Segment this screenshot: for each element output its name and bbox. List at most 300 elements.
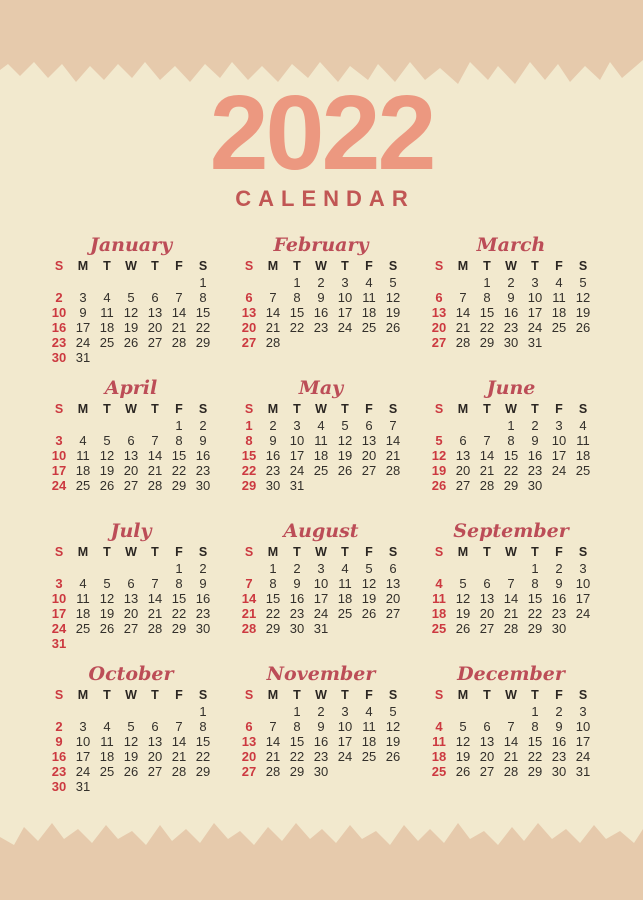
day-header-t2: T <box>483 402 491 416</box>
date-cell-april-12: 12 <box>99 448 115 463</box>
date-cell-october-30: 30 <box>51 779 67 794</box>
date-cell-november-19: 19 <box>385 734 401 749</box>
date-cell-empty <box>333 621 357 636</box>
week-row <box>237 621 405 636</box>
month-february <box>237 234 405 377</box>
day-header-m1: M <box>77 545 89 559</box>
date-cell-october-23: 23 <box>51 764 67 779</box>
day-header-s6: S <box>578 688 588 702</box>
month-november <box>237 663 405 806</box>
day-header-t2: T <box>103 402 111 416</box>
date-cell-september-15: 15 <box>527 591 543 606</box>
month-title-february: February <box>273 234 369 256</box>
date-cell-june-3: 3 <box>555 418 563 433</box>
date-cell-february-11: 11 <box>362 290 376 305</box>
day-header-f5: F <box>555 688 563 702</box>
date-cell-empty <box>427 561 451 576</box>
date-cell-may-18: 18 <box>313 448 329 463</box>
date-cell-empty <box>475 561 499 576</box>
date-cell-october-9: 9 <box>55 734 63 749</box>
date-cell-june-6: 6 <box>459 433 467 448</box>
date-cell-december-10: 10 <box>575 719 591 734</box>
week-row <box>237 591 405 606</box>
date-cell-may-27: 27 <box>361 463 377 478</box>
date-cell-november-29: 29 <box>289 764 305 779</box>
date-cell-december-3: 3 <box>579 704 587 719</box>
date-cell-empty <box>285 335 309 350</box>
year-title: 2022 <box>209 74 434 192</box>
month-september <box>427 520 595 663</box>
date-cell-august-7: 7 <box>245 576 253 591</box>
date-cell-march-17: 17 <box>527 305 543 320</box>
date-cell-december-26: 26 <box>455 764 471 779</box>
date-cell-may-9: 9 <box>269 433 277 448</box>
date-cell-may-11: 11 <box>314 433 328 448</box>
week-row <box>237 478 405 493</box>
date-cell-february-12: 12 <box>385 290 401 305</box>
date-cell-empty <box>333 478 357 493</box>
date-cell-empty <box>119 418 143 433</box>
date-cell-empty <box>571 621 595 636</box>
date-cell-empty <box>381 335 405 350</box>
date-cell-october-6: 6 <box>151 719 159 734</box>
date-cell-october-12: 12 <box>123 734 139 749</box>
date-cell-december-13: 13 <box>479 734 495 749</box>
month-title-april: April <box>104 377 158 399</box>
month-march <box>427 234 595 377</box>
date-cell-april-7: 7 <box>151 433 159 448</box>
date-cell-july-12: 12 <box>99 591 115 606</box>
date-cell-december-12: 12 <box>455 734 471 749</box>
week-row <box>427 704 595 719</box>
date-cell-april-10: 10 <box>51 448 67 463</box>
date-cell-february-27: 27 <box>241 335 257 350</box>
date-cell-september-14: 14 <box>503 591 519 606</box>
date-cell-february-10: 10 <box>337 290 353 305</box>
month-july <box>47 520 215 663</box>
date-cell-may-8: 8 <box>245 433 253 448</box>
date-cell-august-20: 20 <box>385 591 401 606</box>
day-header-row <box>237 401 405 418</box>
date-cell-april-5: 5 <box>103 433 111 448</box>
day-header-sunday: S <box>54 259 64 273</box>
date-cell-march-4: 4 <box>555 275 563 290</box>
date-cell-february-23: 23 <box>313 320 329 335</box>
date-cell-february-18: 18 <box>361 305 377 320</box>
date-cell-august-27: 27 <box>385 606 401 621</box>
day-header-f5: F <box>175 402 183 416</box>
week-row <box>427 418 595 433</box>
date-cell-empty <box>119 779 143 794</box>
date-cell-empty <box>451 561 475 576</box>
date-cell-july-22: 22 <box>171 606 187 621</box>
day-header-t4: T <box>531 688 539 702</box>
month-title-may: May <box>298 377 344 399</box>
week-row <box>47 591 215 606</box>
week-row <box>47 478 215 493</box>
week-row <box>47 320 215 335</box>
date-cell-empty <box>47 704 71 719</box>
date-cell-empty <box>119 275 143 290</box>
date-cell-july-4: 4 <box>79 576 87 591</box>
date-cell-empty <box>143 561 167 576</box>
date-cell-september-18: 18 <box>431 606 447 621</box>
date-cell-august-13: 13 <box>385 576 401 591</box>
date-cell-december-20: 20 <box>479 749 495 764</box>
month-june <box>427 377 595 520</box>
date-cell-may-17: 17 <box>289 448 305 463</box>
date-cell-april-11: 11 <box>76 448 90 463</box>
date-cell-empty <box>47 418 71 433</box>
date-cell-july-25: 25 <box>75 621 91 636</box>
week-row <box>237 448 405 463</box>
date-cell-march-13: 13 <box>431 305 447 320</box>
date-cell-january-13: 13 <box>147 305 163 320</box>
day-header-s6: S <box>578 259 588 273</box>
day-header-w3: W <box>505 688 517 702</box>
date-cell-december-14: 14 <box>503 734 519 749</box>
date-cell-april-1: 1 <box>175 418 183 433</box>
date-cell-december-5: 5 <box>459 719 467 734</box>
date-cell-empty <box>475 704 499 719</box>
date-cell-february-2: 2 <box>317 275 325 290</box>
date-cell-empty <box>143 636 167 651</box>
date-cell-february-26: 26 <box>385 320 401 335</box>
date-cell-december-17: 17 <box>575 734 591 749</box>
day-header-w3: W <box>505 545 517 559</box>
date-cell-september-25: 25 <box>431 621 447 636</box>
month-table-may <box>237 401 405 493</box>
date-cell-june-18: 18 <box>575 448 591 463</box>
day-header-f5: F <box>175 688 183 702</box>
day-header-w3: W <box>315 259 327 273</box>
date-cell-august-29: 29 <box>265 621 281 636</box>
month-table-january <box>47 258 215 365</box>
day-header-w3: W <box>125 545 137 559</box>
date-cell-august-28: 28 <box>241 621 257 636</box>
date-cell-september-1: 1 <box>531 561 539 576</box>
date-cell-may-31: 31 <box>289 478 305 493</box>
day-header-row <box>427 401 595 418</box>
day-header-sunday: S <box>434 688 444 702</box>
date-cell-september-11: 11 <box>432 591 446 606</box>
date-cell-may-24: 24 <box>289 463 305 478</box>
date-cell-may-19: 19 <box>337 448 353 463</box>
date-cell-october-15: 15 <box>195 734 211 749</box>
date-cell-july-21: 21 <box>147 606 163 621</box>
week-row <box>47 290 215 305</box>
day-header-t4: T <box>531 545 539 559</box>
week-row <box>47 448 215 463</box>
day-header-m1: M <box>457 402 469 416</box>
date-cell-empty <box>167 779 191 794</box>
date-cell-november-17: 17 <box>337 734 353 749</box>
date-cell-march-15: 15 <box>479 305 495 320</box>
date-cell-february-15: 15 <box>289 305 305 320</box>
week-row <box>47 418 215 433</box>
date-cell-april-27: 27 <box>123 478 139 493</box>
date-cell-november-9: 9 <box>317 719 325 734</box>
date-cell-march-7: 7 <box>459 290 467 305</box>
date-cell-march-5: 5 <box>579 275 587 290</box>
date-cell-july-6: 6 <box>127 576 135 591</box>
date-cell-march-21: 21 <box>455 320 471 335</box>
date-cell-august-8: 8 <box>269 576 277 591</box>
month-title-october: October <box>88 663 174 685</box>
date-cell-march-29: 29 <box>479 335 495 350</box>
date-cell-may-4: 4 <box>317 418 325 433</box>
date-cell-april-30: 30 <box>195 478 211 493</box>
date-cell-january-6: 6 <box>151 290 159 305</box>
date-cell-empty <box>237 561 261 576</box>
week-row <box>427 290 595 305</box>
date-cell-october-13: 13 <box>147 734 163 749</box>
week-row <box>237 576 405 591</box>
date-cell-january-2: 2 <box>55 290 63 305</box>
week-row <box>47 305 215 320</box>
month-table-august <box>237 544 405 636</box>
date-cell-october-24: 24 <box>75 764 91 779</box>
day-header-t4: T <box>341 259 349 273</box>
month-table-october <box>47 687 215 794</box>
date-cell-june-1: 1 <box>507 418 515 433</box>
date-cell-september-10: 10 <box>575 576 591 591</box>
date-cell-october-2: 2 <box>55 719 63 734</box>
date-cell-january-1: 1 <box>199 275 207 290</box>
date-cell-august-31: 31 <box>313 621 329 636</box>
date-cell-october-21: 21 <box>171 749 187 764</box>
date-cell-june-23: 23 <box>527 463 543 478</box>
date-cell-empty <box>47 275 71 290</box>
date-cell-april-23: 23 <box>195 463 211 478</box>
date-cell-december-6: 6 <box>483 719 491 734</box>
date-cell-february-5: 5 <box>389 275 397 290</box>
day-header-m1: M <box>267 402 279 416</box>
date-cell-march-3: 3 <box>531 275 539 290</box>
day-header-sunday: S <box>244 545 254 559</box>
date-cell-may-5: 5 <box>341 418 349 433</box>
date-cell-march-14: 14 <box>455 305 471 320</box>
week-row <box>47 636 215 651</box>
date-cell-june-24: 24 <box>551 463 567 478</box>
date-cell-october-5: 5 <box>127 719 135 734</box>
date-cell-march-25: 25 <box>551 320 567 335</box>
date-cell-may-22: 22 <box>241 463 257 478</box>
date-cell-january-31: 31 <box>75 350 91 365</box>
date-cell-september-28: 28 <box>503 621 519 636</box>
day-header-sunday: S <box>54 545 64 559</box>
date-cell-empty <box>119 636 143 651</box>
date-cell-august-22: 22 <box>265 606 281 621</box>
date-cell-march-19: 19 <box>575 305 591 320</box>
date-cell-june-26: 26 <box>431 478 447 493</box>
day-header-sunday: S <box>244 688 254 702</box>
date-cell-september-26: 26 <box>455 621 471 636</box>
month-title-november: November <box>266 663 376 685</box>
date-cell-april-4: 4 <box>79 433 87 448</box>
date-cell-july-10: 10 <box>51 591 67 606</box>
day-header-t4: T <box>341 688 349 702</box>
date-cell-august-5: 5 <box>365 561 373 576</box>
date-cell-october-20: 20 <box>147 749 163 764</box>
day-header-sunday: S <box>244 402 254 416</box>
date-cell-february-24: 24 <box>337 320 353 335</box>
date-cell-october-11: 11 <box>100 734 114 749</box>
day-header-w3: W <box>315 402 327 416</box>
date-cell-january-20: 20 <box>147 320 163 335</box>
date-cell-september-19: 19 <box>455 606 471 621</box>
month-table-september <box>427 544 595 636</box>
date-cell-july-3: 3 <box>55 576 63 591</box>
date-cell-april-2: 2 <box>199 418 207 433</box>
date-cell-november-18: 18 <box>361 734 377 749</box>
date-cell-september-6: 6 <box>483 576 491 591</box>
date-cell-december-28: 28 <box>503 764 519 779</box>
date-cell-august-11: 11 <box>338 576 352 591</box>
date-cell-empty <box>143 779 167 794</box>
date-cell-empty <box>143 275 167 290</box>
day-header-row <box>427 258 595 275</box>
date-cell-empty <box>427 275 451 290</box>
date-cell-empty <box>95 779 119 794</box>
date-cell-april-21: 21 <box>147 463 163 478</box>
date-cell-august-19: 19 <box>361 591 377 606</box>
date-cell-february-17: 17 <box>337 305 353 320</box>
date-cell-november-13: 13 <box>241 734 257 749</box>
date-cell-november-12: 12 <box>385 719 401 734</box>
date-cell-december-19: 19 <box>455 749 471 764</box>
date-cell-january-21: 21 <box>171 320 187 335</box>
date-cell-june-7: 7 <box>483 433 491 448</box>
date-cell-empty <box>71 561 95 576</box>
day-header-t4: T <box>151 259 159 273</box>
date-cell-july-17: 17 <box>51 606 67 621</box>
date-cell-november-2: 2 <box>317 704 325 719</box>
date-cell-july-24: 24 <box>51 621 67 636</box>
date-cell-october-19: 19 <box>123 749 139 764</box>
day-header-m1: M <box>267 259 279 273</box>
week-row <box>47 749 215 764</box>
date-cell-november-1: 1 <box>293 704 301 719</box>
date-cell-february-4: 4 <box>365 275 373 290</box>
date-cell-april-25: 25 <box>75 478 91 493</box>
week-row <box>427 320 595 335</box>
date-cell-december-7: 7 <box>507 719 515 734</box>
date-cell-december-27: 27 <box>479 764 495 779</box>
date-cell-april-20: 20 <box>123 463 139 478</box>
months-grid <box>47 234 596 806</box>
date-cell-january-14: 14 <box>171 305 187 320</box>
week-row <box>237 275 405 290</box>
date-cell-may-16: 16 <box>265 448 281 463</box>
date-cell-march-11: 11 <box>552 290 566 305</box>
date-cell-december-31: 31 <box>575 764 591 779</box>
month-title-december: December <box>457 663 565 685</box>
day-header-s6: S <box>198 688 208 702</box>
date-cell-march-9: 9 <box>507 290 515 305</box>
date-cell-june-29: 29 <box>503 478 519 493</box>
date-cell-march-20: 20 <box>431 320 447 335</box>
date-cell-october-28: 28 <box>171 764 187 779</box>
date-cell-november-28: 28 <box>265 764 281 779</box>
date-cell-september-23: 23 <box>551 606 567 621</box>
date-cell-september-22: 22 <box>527 606 543 621</box>
day-header-t4: T <box>151 545 159 559</box>
week-row <box>427 719 595 734</box>
date-cell-july-5: 5 <box>103 576 111 591</box>
date-cell-september-30: 30 <box>551 621 567 636</box>
day-header-row <box>47 401 215 418</box>
day-header-f5: F <box>365 545 373 559</box>
date-cell-empty <box>143 350 167 365</box>
date-cell-may-14: 14 <box>385 433 401 448</box>
week-row <box>427 606 595 621</box>
date-cell-may-10: 10 <box>289 433 305 448</box>
date-cell-november-6: 6 <box>245 719 253 734</box>
date-cell-august-16: 16 <box>289 591 305 606</box>
date-cell-july-31: 31 <box>51 636 67 651</box>
date-cell-february-25: 25 <box>361 320 377 335</box>
week-row <box>47 433 215 448</box>
date-cell-empty <box>427 704 451 719</box>
date-cell-empty <box>119 350 143 365</box>
date-cell-july-19: 19 <box>99 606 115 621</box>
date-cell-may-30: 30 <box>265 478 281 493</box>
date-cell-april-22: 22 <box>171 463 187 478</box>
day-header-m1: M <box>457 259 469 273</box>
date-cell-august-3: 3 <box>317 561 325 576</box>
date-cell-may-26: 26 <box>337 463 353 478</box>
month-january <box>47 234 215 377</box>
date-cell-november-10: 10 <box>337 719 353 734</box>
date-cell-march-22: 22 <box>479 320 495 335</box>
day-header-t2: T <box>293 688 301 702</box>
day-header-m1: M <box>77 402 89 416</box>
date-cell-february-6: 6 <box>245 290 253 305</box>
day-header-m1: M <box>267 545 279 559</box>
date-cell-april-16: 16 <box>195 448 211 463</box>
day-header-m1: M <box>77 688 89 702</box>
day-header-row <box>47 687 215 704</box>
date-cell-january-29: 29 <box>195 335 211 350</box>
month-table-february <box>237 258 405 350</box>
day-header-f5: F <box>365 402 373 416</box>
month-title-september: September <box>453 520 569 542</box>
date-cell-january-25: 25 <box>99 335 115 350</box>
date-cell-empty <box>475 418 499 433</box>
date-cell-empty <box>71 275 95 290</box>
date-cell-march-16: 16 <box>503 305 519 320</box>
date-cell-april-18: 18 <box>75 463 91 478</box>
date-cell-march-28: 28 <box>455 335 471 350</box>
date-cell-may-13: 13 <box>361 433 377 448</box>
date-cell-empty <box>571 335 595 350</box>
date-cell-may-20: 20 <box>361 448 377 463</box>
date-cell-august-26: 26 <box>361 606 377 621</box>
day-header-w3: W <box>125 688 137 702</box>
week-row <box>237 433 405 448</box>
date-cell-january-27: 27 <box>147 335 163 350</box>
date-cell-october-31: 31 <box>75 779 91 794</box>
date-cell-january-22: 22 <box>195 320 211 335</box>
date-cell-june-4: 4 <box>579 418 587 433</box>
month-title-august: August <box>283 520 359 542</box>
date-cell-empty <box>191 636 215 651</box>
date-cell-empty <box>333 764 357 779</box>
date-cell-august-21: 21 <box>241 606 257 621</box>
date-cell-september-7: 7 <box>507 576 515 591</box>
date-cell-october-22: 22 <box>195 749 211 764</box>
